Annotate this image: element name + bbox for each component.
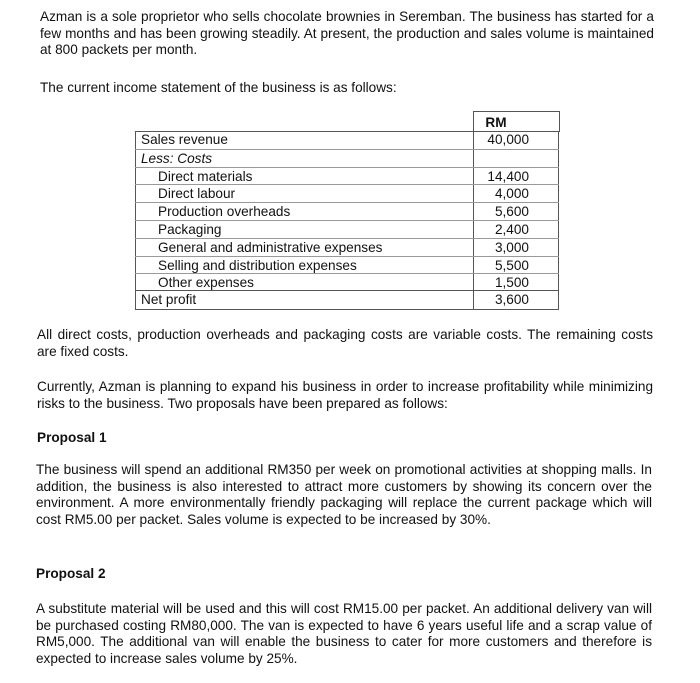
header-cell-border: [473, 111, 560, 132]
proposal-1-heading: Proposal 1: [37, 430, 107, 445]
cost-classification-paragraph: All direct costs, production overheads and packaging costs are variable costs. The remaining costs are fixed costs.: [37, 327, 653, 359]
row-value: 1,500: [494, 275, 529, 290]
row-label: Selling and distribution expenses: [158, 258, 357, 273]
row-direct-labour: [135, 184, 559, 203]
row-value: 4,000: [494, 186, 529, 201]
row-production-overheads: [135, 202, 559, 221]
row-sales-revenue: [135, 131, 559, 149]
row-value: 5,600: [494, 204, 529, 219]
row-value: 2,400: [494, 222, 529, 237]
currency-header: RM: [485, 115, 507, 130]
row-value: 5,500: [494, 258, 529, 273]
row-label: Sales revenue: [141, 132, 228, 147]
row-label: Packaging: [158, 222, 222, 237]
statement-intro: The current income statement of the business is as follows:: [40, 80, 397, 95]
row-value: 3,600: [494, 292, 529, 307]
row-value: 40,000: [487, 132, 529, 147]
intro-paragraph: Azman is a sole proprietor who sells chocolate brownies in Seremban. The business has started for a few months and has been growing steadily. At present, the production and sales volume is maintained at 800 packets per month.: [40, 9, 654, 57]
row-value: 3,000: [494, 240, 529, 255]
row-value: 14,400: [487, 169, 529, 184]
proposal-2-heading: Proposal 2: [36, 566, 106, 581]
row-label: General and administrative expenses: [158, 240, 383, 255]
plan-paragraph: Currently, Azman is planning to expand his business in order to increase profitability while minimizing risks to the business. Two proposals have been prepared as follows:: [37, 379, 653, 411]
row-general-admin: [135, 238, 559, 257]
row-less-costs: [135, 149, 559, 168]
row-label: Direct materials: [158, 169, 253, 184]
proposal-1-text: The business will spend an additional RM350 per week on promotional activities at shopping malls. In addition, the business is also interested to attract more customers by showing its concern over the environment. A more environmentally friendly packaging will replace the current package which will cost RM5.00 per packet. Sales volume is expected to be increased by 30%.: [36, 462, 652, 527]
row-label: Less: Costs: [141, 151, 213, 166]
proposal-2-text: A substitute material will be used and this will cost RM15.00 per packet. An additional delivery van will be purchased costing RM80,000. The van is expected to have 6 years useful life and a scrap value of RM5,000. The additional van will enable the business to cater for more customers and therefore is expected to increase sales volume by 25%.: [36, 601, 652, 666]
row-packaging: [135, 220, 559, 239]
row-label: Net profit: [141, 292, 197, 307]
row-label: Production overheads: [158, 204, 291, 219]
row-label: Other expenses: [158, 275, 254, 290]
income-statement: [135, 111, 559, 310]
row-net-profit: [135, 290, 559, 309]
row-label: Direct labour: [158, 186, 236, 201]
